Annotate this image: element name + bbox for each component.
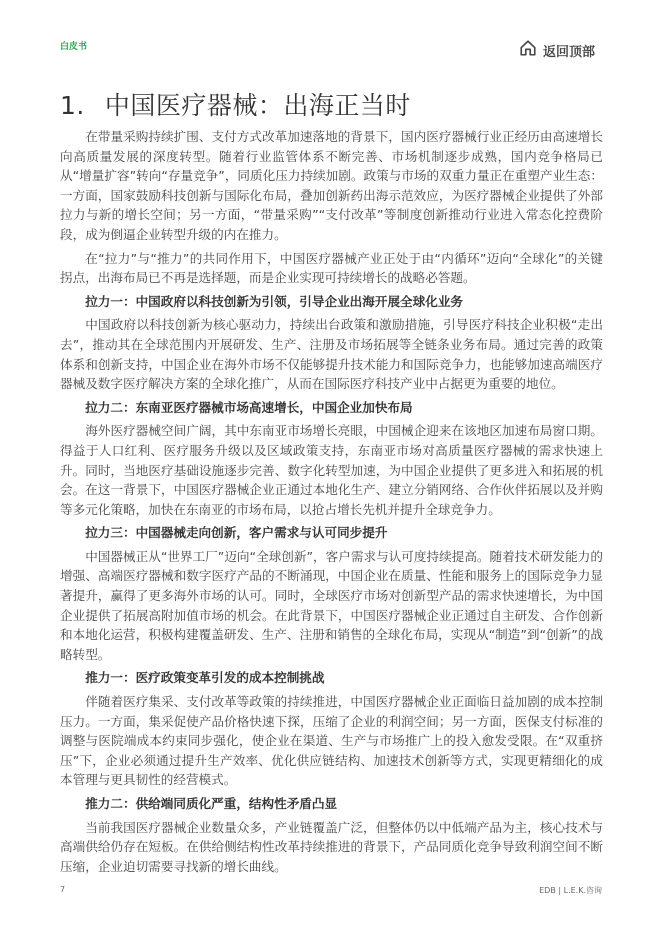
paragraph: 在“拉力”与“推力”的共同作用下，中国医疗器械产业正处于由“内循环”迈向“全球化”的关键拐点，出海布局已不再是选择题，而是企业实现可持续增长的战略必答题。: [60, 250, 603, 286]
paragraph: 伴随着医疗集采、支付改革等政策的持续推进，中国医疗器械企业正面临日益加剧的成本控制压力。一方面，集采促使产品价格快速下探，压缩了企业的利润空间；另一方面，医保支付标准的调整与医院端成本约束同步强化，使企业在渠道、生产与市场推广上的投入愈发受限。在“双重挤压”下，企业必须通过提升生产效率、优化供应链结构、加速技术创新等方式，实现更精细化的成本管理与更具韧性的经营模式。: [60, 694, 603, 788]
subheading: 拉力三：中国器械走向创新，客户需求与认可同步提升: [85, 525, 388, 541]
paragraph: 海外医疗器械空间广阔，其中东南亚市场增长亮眼，中国械企迎来在该地区加速布局窗口期。得益于人口红利、医疗服务升级以及区域政策支持，东南亚市场对高质量医疗器械的需求快速上升。同时，当地医疗基础设施逐步完善、数字化转型加速，为中国企业提供了更多进入和拓展的机会。在这一背景下，中国医疗器械企业正通过本地化生产、建立分销网络、合作伙伴拓展以及并购等多元化策略，加快在东南亚的市场布局，以抢占增长先机并提升全球竞争力。: [60, 423, 603, 517]
body-text: [60, 127, 603, 880]
paragraph: 当前我国医疗器械企业数量众多，产业链覆盖广泛，但整体仍以中低端产品为主，核心技术与高端供给仍存在短板。在供给侧结构性改革持续推进的背景下，产品同质化竞争导致利润空间不断压缩，企业迫切需要寻找新的增长曲线。: [60, 819, 603, 874]
section-number: 1.: [60, 91, 85, 120]
paragraph: 在带量采购持续扩围、支付方式改革加速落地的背景下，国内医疗器械行业正经历由高速增长向高质量发展的深度转型。随着行业监管体系不断完善、市场机制逐步成熟，国内竞争格局已从“增量扩容”转向“存量竞争”，同质化压力持续加剧。政策与市场的双重力量正在重塑产业生态：一方面，国家鼓励科技创新与国际化布局，叠加创新药出海示范效应，为医疗器械企业提供了外部拉力与新的增长空间；另一方面，“带量采购”“支付改革”等制度创新推动行业进入常态化控费阶段，成为倒逼企业转型升级的内在推力。: [60, 129, 603, 242]
subheading: 推力二：供给端同质化严重，结构性矛盾凸显: [85, 796, 338, 811]
subheading: 推力一：医疗政策变革引发的成本控制挑战: [85, 670, 325, 686]
back-to-top-label: 返回顶部: [543, 44, 596, 60]
paragraph: 中国器械正从“世界工厂”迈向“全球创新”，客户需求与认可度持续提高。随着技术研发能力的增强、高端医疗器械和数字医疗产品的不断涌现，中国企业在质量、性能和服务上的国际竞争力显著提升，赢得了更多海外市场的认可。同时，全球医疗市场对创新型产品的需求快速增长，为中国企业提供了拓展高附加值市场的机会。在此背景下，中国医疗器械企业正通过自主研发、合作创新和本地化运营，积极构建覆盖研发、生产、注册和销售的全球化布局，实现从“制造”到“创新”的战略转型。: [60, 548, 603, 662]
back-to-top-button[interactable]: [519, 39, 595, 61]
paragraph: 中国政府以科技创新为核心驱动力，持续出台政策和激励措施，引导医疗科技企业积极“走出去”，推动其在全球范围内开展研发、生产、注册及市场拓展等全链条业务布局。通过完善的政策体系和创新支持，中国企业在海外市场不仅能够提升技术能力和国际竞争力，也能够加速高端医疗器械及数字医疗解决方案的全球化推广，从而在国际医疗科技产业中占据更为重要的地位。: [60, 317, 603, 392]
subheading: 拉力一：中国政府以科技创新为引领，引导企业出海开展全球化业务: [85, 293, 463, 309]
subheading: 拉力二：东南亚医疗器械市场高速增长，中国企业加快布局: [85, 399, 413, 415]
home-icon: [519, 39, 537, 61]
footer-brand: EDB | L.E.K.咨询: [539, 886, 602, 895]
section-tag: 白皮书: [60, 42, 88, 52]
page-number: 7: [60, 885, 66, 894]
section-title: 中国医疗器械：出海正当时: [104, 91, 411, 120]
page-title: [60, 86, 411, 122]
